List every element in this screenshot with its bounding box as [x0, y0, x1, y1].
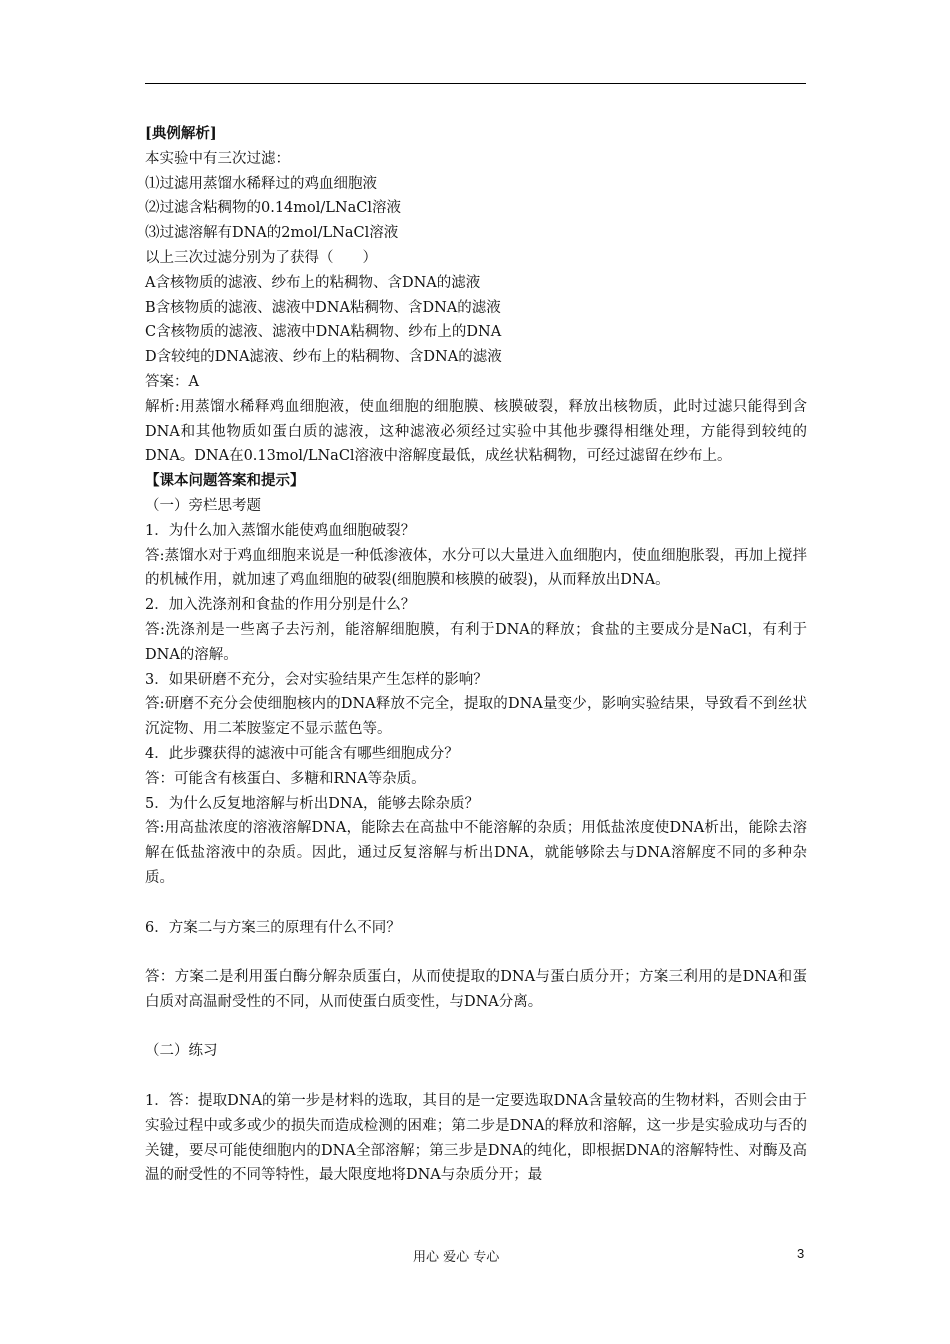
answer-1: 答:蒸馏水对于鸡血细胞来说是一种低渗液体，水分可以大量进入血细胞内，使血细胞胀裂，再加上搅拌的机械作用，就加速了鸡血细胞的破裂(细胞膜和核膜的破裂)，从而释放出DNA。	[145, 547, 807, 589]
option-b: B含核物质的滤液、滤液中DNA粘稠物、含DNA的滤液	[145, 299, 501, 316]
page-number: 3	[797, 1246, 805, 1261]
header-rule	[145, 83, 806, 84]
spacer	[145, 1064, 807, 1089]
answer-4: 答：可能含有核蛋白、多糖和RNA等杂质。	[145, 770, 426, 787]
answer-2: 答:洗涤剂是一些离子去污剂，能溶解细胞膜，有利于DNA的释放；食盐的主要成分是NaCl，有利于DNA的溶解。	[145, 621, 807, 663]
option-c: C含核物质的滤液、滤液中DNA粘稠物、纱布上的DNA	[145, 324, 502, 341]
spacer	[145, 1015, 807, 1040]
example-question: 以上三次过滤分别为了获得（ ）	[145, 249, 377, 266]
answer-6: 答：方案二是利用蛋白酶分解杂质蛋白，从而使提取的DNA与蛋白质分开；方案三利用的是DNA和蛋白质对高温耐受性的不同，从而使蛋白质变性，与DNA分离。	[145, 969, 807, 1010]
option-d: D含较纯的DNA滤液、纱布上的粘稠物、含DNA的滤液	[145, 349, 502, 366]
option-a: A含核物质的滤液、纱布上的粘稠物、含DNA的滤液	[145, 274, 481, 291]
filter-item-1: ⑴过滤用蒸馏水稀释过的鸡血细胞液	[145, 175, 377, 192]
textbook-heading: 【课本问题答案和提示】	[145, 472, 305, 490]
footer-motto: 用心 爱心 专心	[413, 1250, 500, 1265]
practice-answer-1: 1．答：提取DNA的第一步是材料的选取，其目的是一定要选取DNA含量较高的生物材料，否则会由于实验过程中或多或少的损失而造成检测的困难；第二步是DNA的释放和溶解，这一步是实验成功与否的关键，要尽可能使细胞内的DNA全部溶解；第三步是DNA的纯化，即根据DNA的溶解特性、对酶及高温的耐受性的不同等特性，最大限度地将DNA与杂质分开；最	[145, 1093, 807, 1184]
filter-item-2: ⑵过滤含粘稠物的0.14mol/LNaCl溶液	[145, 200, 401, 217]
example-analysis: 解析:用蒸馏水稀释鸡血细胞液，使血细胞的细胞膜、核膜破裂，释放出核物质，此时过滤只能得到含DNA和其他物质如蛋白质的滤液，这种滤液必须经过实验中其他步骤得相继处理，方能得到较纯的DNA。DNA在0.13mol/LNaCl溶液中溶解度最低，成丝状粘稠物，可经过滤留在纱布上。	[145, 398, 807, 465]
answer-5: 答:用高盐浓度的溶液溶解DNA，能除去在高盐中不能溶解的杂质；用低盐浓度使DNA析出，能除去溶解在低盐溶液中的杂质。因此，通过反复溶解与析出DNA，就能够除去与DNA溶解度不同的多种杂质。	[145, 820, 807, 886]
section-sidebar-questions: （一）旁栏思考题	[145, 497, 261, 514]
spacer	[145, 891, 807, 916]
spacer	[145, 940, 807, 965]
question-1: 1．为什么加入蒸馏水能使鸡血细胞破裂？	[145, 522, 416, 539]
question-2: 2．加入洗涤剂和食盐的作用分别是什么？	[145, 597, 416, 614]
question-5: 5．为什么反复地溶解与析出DNA，能够去除杂质？	[145, 795, 480, 812]
question-4: 4．此步骤获得的滤液中可能含有哪些细胞成分？	[145, 745, 459, 762]
example-heading: [典例解析]	[145, 125, 217, 142]
example-intro: 本实验中有三次过滤：	[145, 150, 290, 167]
section-practice: （二）练习	[145, 1043, 218, 1060]
question-3: 3．如果研磨不充分，会对实验结果产生怎样的影响？	[145, 671, 488, 688]
filter-item-3: ⑶过滤溶解有DNA的2mol/LNaCl溶液	[145, 225, 399, 242]
document-body	[145, 122, 807, 1188]
example-answer: 答案：A	[145, 373, 199, 390]
question-6: 6．方案二与方案三的原理有什么不同？	[145, 919, 401, 936]
answer-3: 答:研磨不充分会使细胞核内的DNA释放不完全，提取的DNA量变少，影响实验结果，导致看不到丝状沉淀物、用二苯胺鉴定不显示蓝色等。	[145, 696, 807, 738]
